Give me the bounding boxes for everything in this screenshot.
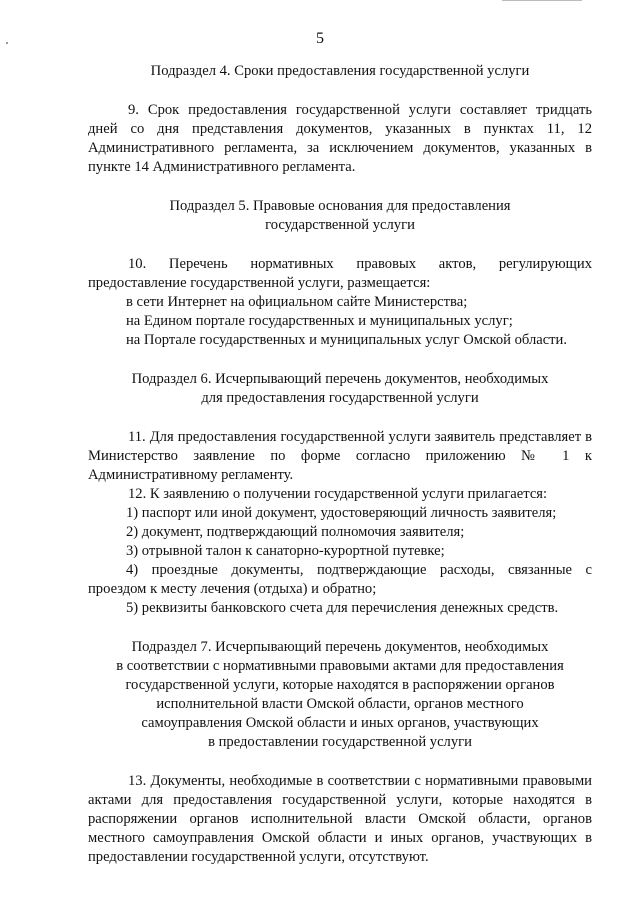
heading-line: Подраздел 5. Правовые основания для предоставления [169,198,511,214]
heading-line: для предоставления государственной услуги [201,390,479,406]
heading-line: Подраздел 6. Исчерпывающий перечень документов, необходимых [131,371,549,387]
list-item: на Портале государственных и муниципальных услуг Омской области. [126,332,568,348]
paragraph-9: 9. Срок предоставления государственной услуги составляет тридцать дней со дня представления документов, указанных в пунктах 11, 12 Административного регламента, за исключением документов, указанных в пункте 14 Административного регламента. [88,102,592,175]
heading-line: государственной услуги [265,217,415,233]
list-item: в сети Интернет на официальном сайте Министерства; [126,294,468,310]
list-item: 3) отрывной талон к санаторно-курортной путевке; [126,543,445,559]
document-body [88,62,592,867]
list-item: 2) документ, подтверждающий полномочия заявителя; [126,524,465,540]
heading-line: самоуправления Омской области и иных органов, участвующих [141,715,539,731]
heading-line: государственной услуги, которые находятся в распоряжении органов [125,677,555,693]
subsection-5-heading [88,197,592,235]
paragraph-11: 11. Для предоставления государственной услуги заявитель представляет в Министерство заявление по форме согласно приложению № 1 к Административному регламенту. [88,429,592,483]
heading-line: Подраздел 7. Исчерпывающий перечень документов, необходимых [131,639,549,655]
paragraph-12: 12. К заявлению о получении государственной услуги прилагается: [128,486,548,502]
heading-line: исполнительной власти Омской области, органов местного [156,696,524,712]
page-number: 5 [316,30,324,47]
heading-line: в предоставлении государственной услуги [208,734,472,750]
subsection-4-heading [88,62,592,81]
scan-artifact-line [502,0,582,3]
list-item: 1) паспорт или иной документ, удостоверяющий личность заявителя; [126,505,557,521]
paragraph-10: 10. Перечень нормативных правовых актов, регулирующих предоставление государственной услуги, размещается: [88,256,592,291]
list-item: 4) проездные документы, подтверждающие расходы, связанные с проездом к месту лечения (отдыха) и обратно; [88,562,592,597]
subsection-6-heading [88,370,592,408]
subsection-7-heading [88,638,592,752]
heading-line: в соответствии с нормативными правовыми актами для предоставления [116,658,564,674]
list-item: на Едином портале государственных и муниципальных услуг; [126,313,513,329]
paragraph-13: 13. Документы, необходимые в соответствии с нормативными правовыми актами для предоставления государственной услуги, которые находятся в распоряжении органов исполнительной власти Омской области, органов местного самоуправления Омской области и иных органов, участвующих в предоставлении государственной услуги, отсутствуют. [88,773,592,865]
list-item: 5) реквизиты банковского счета для перечисления денежных средств. [126,600,559,616]
heading-line: Подраздел 4. Сроки предоставления государственной услуги [150,63,530,79]
